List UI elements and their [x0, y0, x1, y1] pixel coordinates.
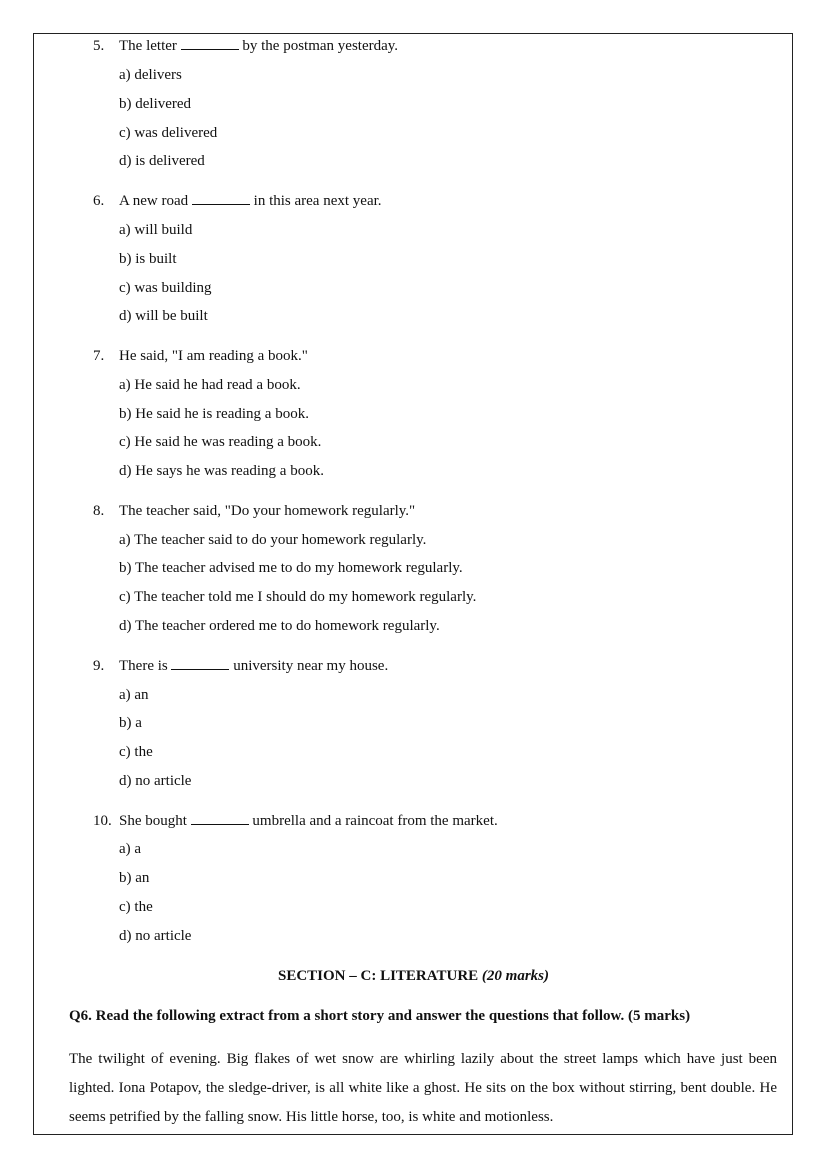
question-10: 10. She bought umbrella and a raincoat from the market.	[93, 813, 498, 829]
option: b) The teacher advised me to do my homework regularly.	[119, 560, 463, 576]
option: b) is built	[119, 251, 177, 267]
option: b) a	[119, 715, 142, 731]
option: b) delivered	[119, 96, 192, 112]
option: c) He said he was reading a book.	[119, 434, 322, 450]
option: c) was building	[119, 280, 212, 296]
option: c) was delivered	[119, 125, 218, 141]
option: a) The teacher said to do your homework regularly.	[119, 532, 427, 548]
q6-prompt: Q6. Read the following extract from a short story and answer the questions that follow. (5 marks)	[69, 1008, 691, 1024]
option: c) the	[119, 744, 153, 760]
option: d) The teacher ordered me to do homework regularly.	[119, 618, 440, 634]
question-5: 5. The letter by the postman yesterday.	[93, 38, 399, 54]
option: a) an	[119, 687, 149, 703]
option: b) an	[119, 870, 150, 886]
answer-blank	[191, 811, 249, 825]
story-extract: The twilight of evening. Big flakes of wet snow are whirling lazily about the street lamps which have just been lighted. Iona Potapov, the sledge-driver, is all white like a ghost. He sits on the box without stirring, bent double. He seems petrified by the falling snow. His little horse, too, is white and motionless.	[69, 1051, 777, 1125]
option: a) delivers	[119, 67, 182, 83]
option: d) He says he was reading a book.	[119, 463, 324, 479]
option: d) no article	[119, 928, 192, 944]
option: a) a	[119, 841, 142, 857]
answer-blank	[171, 656, 229, 670]
option: a) will build	[119, 222, 193, 238]
option: d) is delivered	[119, 153, 205, 169]
option: c) the	[119, 899, 153, 915]
option: d) will be built	[119, 308, 208, 324]
answer-blank	[181, 36, 239, 50]
option: d) no article	[119, 773, 192, 789]
question-6: 6. A new road in this area next year.	[93, 193, 382, 209]
question-7: 7. He said, "I am reading a book."	[93, 348, 308, 364]
question-9: 9. There is university near my house.	[93, 658, 389, 674]
question-8: 8. The teacher said, "Do your homework regularly."	[93, 503, 416, 519]
option: c) The teacher told me I should do my homework regularly.	[119, 589, 477, 605]
answer-blank	[192, 191, 250, 205]
option: b) He said he is reading a book.	[119, 406, 309, 422]
option: a) He said he had read a book.	[119, 377, 301, 393]
section-heading: SECTION – C: LITERATURE (20 marks)	[277, 968, 550, 984]
